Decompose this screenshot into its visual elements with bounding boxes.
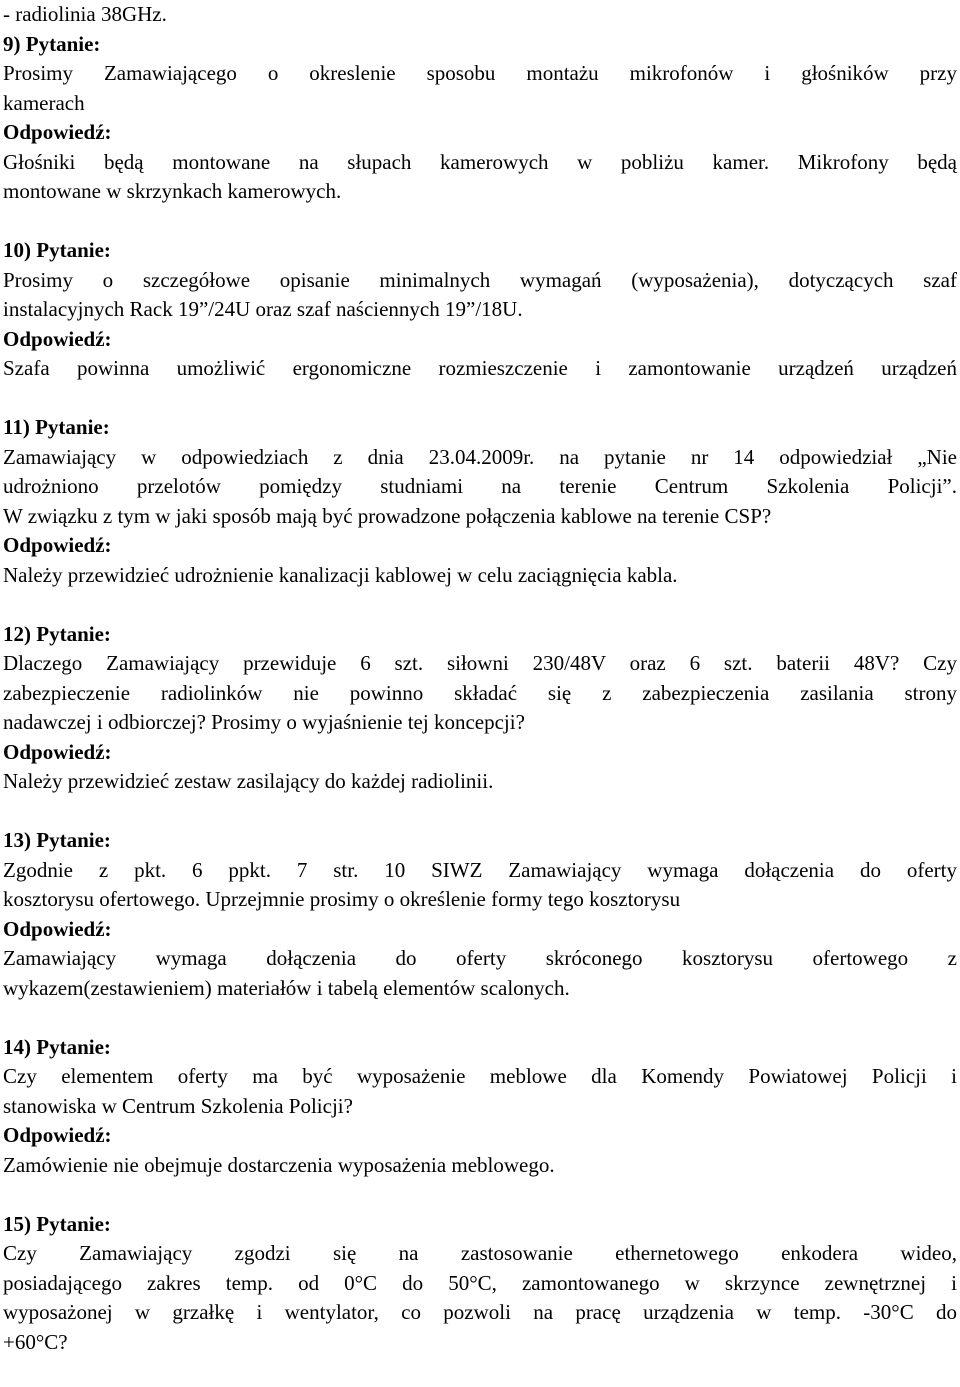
question-text: nadawczej i odbiorczej? Prosimy o wyjaśnienie tej koncepcji? bbox=[3, 710, 525, 734]
answer-text: montowane w skrzynkach kamerowych. bbox=[3, 179, 342, 203]
question-text: kosztorysu ofertowego. Uprzejmnie prosimy o określenie formy tego kosztorysu bbox=[3, 887, 681, 911]
question-15 bbox=[3, 1210, 957, 1358]
answer-text: wykazem(zestawieniem) materiałów i tabelą elementów scalonych. bbox=[3, 975, 570, 1000]
question-text: instalacyjnych Rack 19”/24U oraz szaf naściennych 19”/18U. bbox=[3, 297, 523, 321]
document-page bbox=[3, 0, 957, 1357]
question-13 bbox=[3, 826, 957, 1003]
question-text: Prosimy o szczegółowe opisanie minimalnych wymagań (wyposażenia), dotyczących szaf bbox=[3, 267, 957, 292]
spacer bbox=[3, 1003, 957, 1033]
answer-text: Zamówienie nie obejmuje dostarczenia wyposażenia meblowego. bbox=[3, 1152, 555, 1177]
spacer bbox=[3, 1180, 957, 1210]
intro-line: - radiolinia 38GHz. bbox=[3, 2, 167, 26]
question-14 bbox=[3, 1033, 957, 1181]
answer-label: Odpowiedź: bbox=[3, 1123, 112, 1147]
spacer bbox=[3, 207, 957, 237]
answer-label: Odpowiedź: bbox=[3, 739, 112, 764]
question-text: udrożniono przelotów pomiędzy studniami na terenie Centrum Szkolenia Policji”. bbox=[3, 474, 957, 498]
spacer bbox=[3, 590, 957, 620]
question-label: 10) Pytanie: bbox=[3, 238, 111, 262]
question-text: zabezpieczenie radiolinków nie powinno składać się z zabezpieczenia zasilania strony bbox=[3, 680, 957, 705]
question-text: stanowiska w Centrum Szkolenia Policji? bbox=[3, 1093, 353, 1118]
spacer bbox=[3, 797, 957, 827]
question-text: posiadającego zakres temp. od 0°C do 50°C, zamontowanego w skrzynce zewnętrznej i bbox=[3, 1270, 957, 1295]
question-text: W związku z tym w jaki sposób mają być prowadzone połączenia kablowe na terenie CSP? bbox=[3, 503, 772, 528]
answer-text: Należy przewidzieć zestaw zasilający do każdej radiolinii. bbox=[3, 769, 494, 793]
answer-text: Szafa powinna umożliwić ergonomiczne rozmieszczenie i zamontowanie urządzeń urządzeń bbox=[3, 356, 957, 380]
question-text: Czy Zamawiający zgodzi się na zastosowanie ethernetowego enkodera wideo, bbox=[3, 1241, 957, 1265]
question-9 bbox=[3, 30, 957, 207]
question-text: Dlaczego Zamawiający przewiduje 6 szt. siłowni 230/48V oraz 6 szt. baterii 48V? Czy bbox=[3, 651, 957, 675]
question-label: 11) Pytanie: bbox=[3, 415, 110, 439]
question-label: 12) Pytanie: bbox=[3, 621, 111, 646]
question-11 bbox=[3, 413, 957, 590]
question-label: 13) Pytanie: bbox=[3, 828, 111, 852]
question-text: kamerach bbox=[3, 90, 85, 115]
question-label: 14) Pytanie: bbox=[3, 1034, 111, 1059]
question-12 bbox=[3, 620, 957, 797]
answer-label: Odpowiedź: bbox=[3, 533, 112, 557]
question-text: Zamawiający w odpowiedziach z dnia 23.04.2009r. na pytanie nr 14 odpowiedział „Nie bbox=[3, 444, 957, 469]
answer-label: Odpowiedź: bbox=[3, 916, 112, 941]
question-label: 9) Pytanie: bbox=[3, 31, 101, 56]
question-text: Czy elementem oferty ma być wyposażenie meblowe dla Komendy Powiatowej Policji i bbox=[3, 1064, 957, 1088]
answer-label: Odpowiedź: bbox=[3, 326, 112, 351]
question-label: 15) Pytanie: bbox=[3, 1211, 111, 1236]
question-10 bbox=[3, 236, 957, 384]
spacer bbox=[3, 384, 957, 414]
answer-text: Głośniki będą montowane na słupach kamerowych w pobliżu kamer. Mikrofony będą bbox=[3, 149, 957, 174]
question-text: +60°C? bbox=[3, 1329, 68, 1354]
answer-text: Zamawiający wymaga dołączenia do oferty skróconego kosztorysu ofertowego z bbox=[3, 946, 957, 970]
question-text: Zgodnie z pkt. 6 ppkt. 7 str. 10 SIWZ Zamawiający wymaga dołączenia do oferty bbox=[3, 857, 957, 882]
question-text: Prosimy Zamawiającego o okreslenie sposobu montażu mikrofonów i głośników przy bbox=[3, 61, 957, 85]
answer-label: Odpowiedź: bbox=[3, 120, 112, 144]
answer-text: Należy przewidzieć udrożnienie kanalizacji kablowej w celu zaciągnięcia kabla. bbox=[3, 562, 678, 587]
question-text: wyposażonej w grzałkę i wentylator, co pozwoli na pracę urządzenia w temp. -30°C do bbox=[3, 1300, 957, 1324]
